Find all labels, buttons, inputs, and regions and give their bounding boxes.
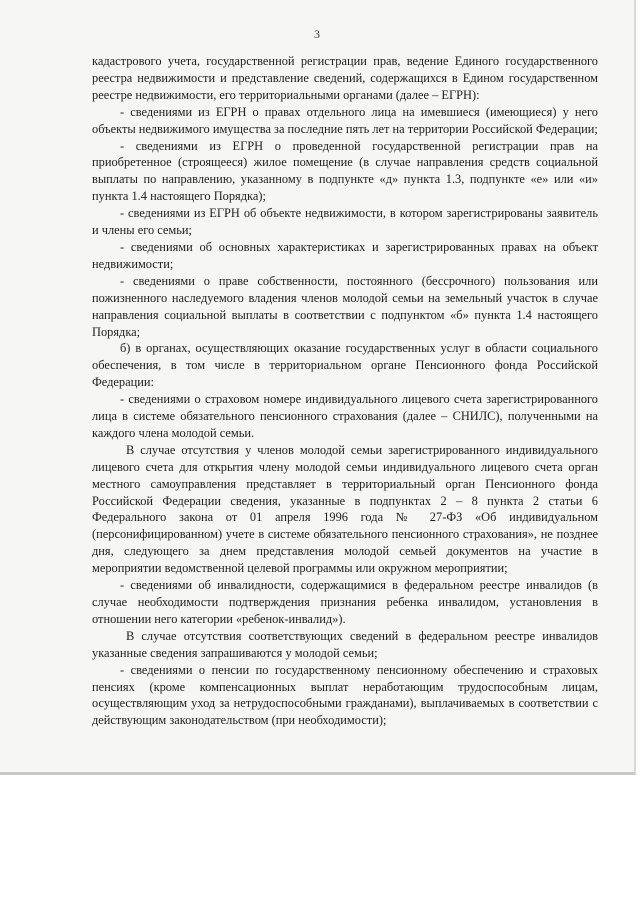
paragraph: В случае отсутствия соответствующих сведений в федеральном реестре инвалидов указанные сведения запрашиваются у молодой семьи; [92, 628, 598, 660]
paragraph: - сведениями из ЕГРН об объекте недвижимости, в котором зарегистрированы заявитель и члены его семьи; [92, 206, 598, 238]
paragraph: - сведениями о пенсии по государственному пенсионному обеспечению и страховых пенсиях (кроме компенсационных выплат неработающим трудоспособным лицам, осуществляющим уход за нетрудоспособными гражданами), выплачиваемых в соответствии с действующим законодательством (при необходимости); [92, 662, 598, 728]
paragraph: - сведениями из ЕГРН о правах отдельного лица на имевшиеся (имеющиеся) у него объекты недвижимого имущества за последние пять лет на территории Российской Федерации; [92, 104, 598, 136]
paragraph: - сведениями о страховом номере индивидуального лицевого счета зарегистрированного лица в системе обязательного пенсионного страхования (далее – СНИЛС), полученными на каждого члена молодой семьи. [92, 392, 598, 440]
page-number: 3 [314, 27, 320, 41]
paragraph: - сведениями о праве собственности, постоянного (бессрочного) пользования или пожизненного наследуемого владения членов молодой семьи на земельный участок в случае направления социальной выплаты в соответствии с подпунктом «б» пункта 1.4 настоящего Порядка; [92, 273, 598, 339]
paragraph: - сведениями об инвалидности, содержащимися в федеральном реестре инвалидов (в случае необходимости подтверждения признания ребенка инвалидом, установления в отношении него категории «ребенок-инвалид»). [92, 578, 598, 626]
paragraph: - сведениями из ЕГРН о проведенной государственной регистрации прав на приобретенное (строящееся) жилое помещение (в случае направления средств социальной выплаты по направлению, указанному в подпункте «д» пункта 1.3, подпункте «е» или «и» пункта 1.4 настоящего Порядка); [92, 138, 598, 204]
paragraph: В случае отсутствия у членов молодой семьи зарегистрированного индивидуального лицевого счета для открытия члену молодой семьи индивидуального лицевого счета орган местного самоуправления представляет в территориальный орган Пенсионного фонда Российской Федерации сведения, указанные в подпунктах 2 – 8 пункта 2 статьи 6 Федерального закона от 01 апреля 1996 года № 27-ФЗ «Об индивидуальном (персонифицированном) учете в системе обязательного пенсионного страхования», не позднее дня, следующего за днем представления молодой семьей документов на участие в мероприятии ведомственной целевой программы или окружном мероприятии; [92, 442, 598, 576]
paragraph: кадастрового учета, государственной регистрации прав, ведение Единого государственного реестра недвижимости и представление сведений, содержащихся в Едином государственном реестре недвижимости, его территориальными органами (далее – ЕГРН): [92, 54, 598, 102]
paragraph: - сведениями об основных характеристиках и зарегистрированных правах на объект недвижимости; [92, 239, 598, 271]
document-body [92, 53, 598, 729]
paragraph: б) в органах, осуществляющих оказание государственных услуг в области социального обеспечения, в том числе в территориальном органе Пенсионного фонда Российской Федерации: [92, 341, 598, 390]
